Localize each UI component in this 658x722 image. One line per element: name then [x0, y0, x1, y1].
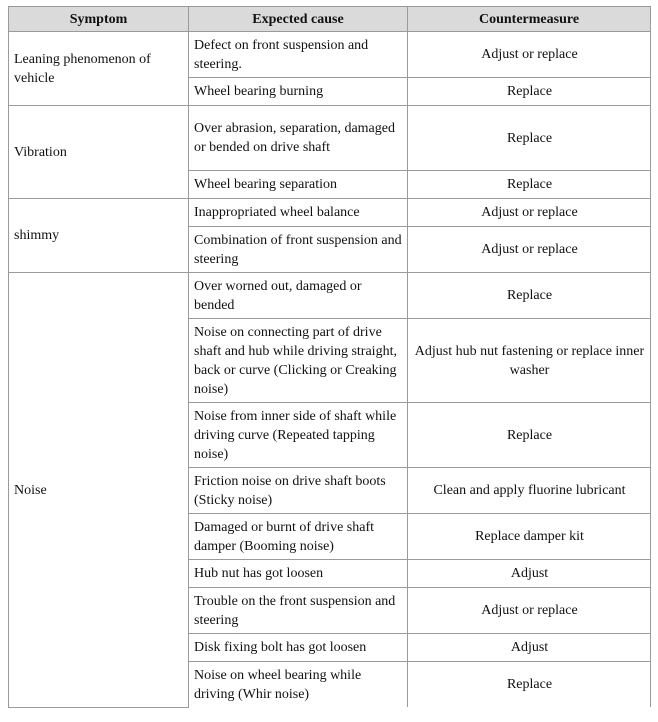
- countermeasure-cell: Adjust: [408, 634, 651, 662]
- troubleshooting-table: [8, 6, 651, 708]
- expected-cause-cell: Wheel bearing burning: [189, 78, 408, 106]
- countermeasure-cell: Replace: [408, 273, 651, 319]
- symptom-cell: Noise: [9, 273, 189, 708]
- header-symptom: Symptom: [9, 7, 189, 32]
- countermeasure-cell: Replace: [408, 662, 651, 708]
- expected-cause-cell: Over worned out, damaged or bended: [189, 273, 408, 319]
- table-row: [9, 106, 651, 171]
- symptom-cell: Vibration: [9, 106, 189, 199]
- header-countermeasure: Countermeasure: [408, 7, 651, 32]
- table-row: [9, 199, 651, 227]
- expected-cause-cell: Damaged or burnt of drive shaft damper (Booming noise): [189, 514, 408, 560]
- expected-cause-cell: Friction noise on drive shaft boots (Sticky noise): [189, 468, 408, 514]
- table-row: [9, 273, 651, 319]
- expected-cause-cell: Noise on wheel bearing while driving (Whir noise): [189, 662, 408, 708]
- expected-cause-cell: Defect on front suspension and steering.: [189, 32, 408, 78]
- table-header: [9, 7, 651, 32]
- countermeasure-cell: Replace: [408, 171, 651, 199]
- countermeasure-cell: Replace: [408, 106, 651, 171]
- header-row: [9, 7, 651, 32]
- expected-cause-cell: Combination of front suspension and steering: [189, 227, 408, 273]
- countermeasure-cell: Adjust: [408, 560, 651, 588]
- countermeasure-cell: Replace: [408, 78, 651, 106]
- expected-cause-cell: Over abrasion, separation, damaged or bended on drive shaft: [189, 106, 408, 171]
- table-row: [9, 32, 651, 78]
- expected-cause-cell: Noise from inner side of shaft while driving curve (Repeated tapping noise): [189, 403, 408, 468]
- table-body: [9, 32, 651, 708]
- countermeasure-cell: Replace: [408, 403, 651, 468]
- countermeasure-cell: Adjust hub nut fastening or replace inner washer: [408, 319, 651, 403]
- countermeasure-cell: Adjust or replace: [408, 227, 651, 273]
- expected-cause-cell: Wheel bearing separation: [189, 171, 408, 199]
- countermeasure-cell: Adjust or replace: [408, 588, 651, 634]
- header-expected-cause: Expected cause: [189, 7, 408, 32]
- expected-cause-cell: Hub nut has got loosen: [189, 560, 408, 588]
- expected-cause-cell: Inappropriated wheel balance: [189, 199, 408, 227]
- countermeasure-cell: Clean and apply fluorine lubricant: [408, 468, 651, 514]
- countermeasure-cell: Adjust or replace: [408, 199, 651, 227]
- countermeasure-cell: Adjust or replace: [408, 32, 651, 78]
- expected-cause-cell: Trouble on the front suspension and steering: [189, 588, 408, 634]
- symptom-cell: shimmy: [9, 199, 189, 273]
- symptom-cell: Leaning phenomenon of vehicle: [9, 32, 189, 106]
- expected-cause-cell: Noise on connecting part of drive shaft and hub while driving straight, back or curve (Clicking or Creaking noise): [189, 319, 408, 403]
- expected-cause-cell: Disk fixing bolt has got loosen: [189, 634, 408, 662]
- countermeasure-cell: Replace damper kit: [408, 514, 651, 560]
